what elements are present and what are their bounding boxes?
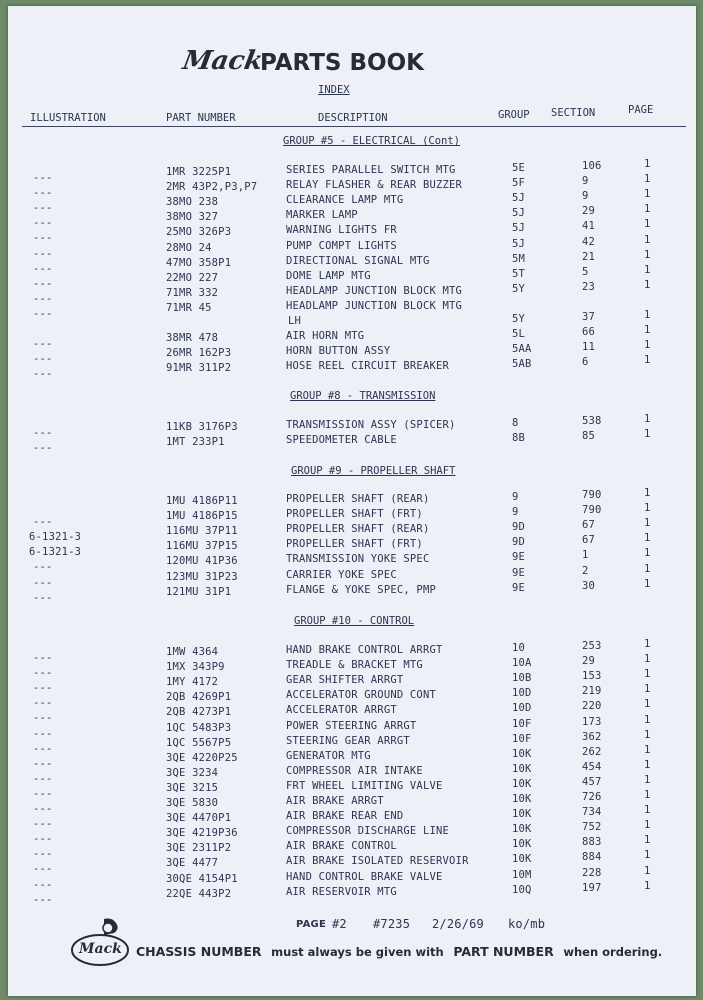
- part-number-cell: 3QE 5830: [166, 797, 219, 809]
- description-cell: AIR BRAKE REAR END: [286, 810, 404, 823]
- illustration-cell: ---: [33, 516, 53, 529]
- section-cell: 11: [582, 341, 596, 354]
- section-cell: 884: [582, 851, 602, 864]
- group-cell: 10: [512, 642, 526, 654]
- group-heading: GROUP #5 - ELECTRICAL (Cont): [283, 135, 461, 147]
- group-cell: 9E: [512, 581, 526, 594]
- illustration-cell: ---: [33, 576, 53, 589]
- part-number-cell: 38MR 478: [166, 332, 219, 345]
- section-cell: 220: [582, 700, 602, 713]
- part-number-cell: 1MT 233P1: [166, 436, 225, 449]
- part-number-cell: 120MU 41P36: [166, 555, 238, 568]
- page-cell: 1: [644, 834, 651, 847]
- page-cell: 1: [644, 263, 651, 276]
- group-cell: 10K: [512, 762, 532, 775]
- page-cell: 1: [644, 804, 651, 817]
- page-cell: 1: [644, 413, 651, 425]
- section-cell: 29: [582, 655, 596, 668]
- page-cell: 1: [644, 158, 651, 170]
- group-cell: 5F: [512, 177, 526, 190]
- section-cell: 362: [582, 730, 602, 743]
- section-cell: 6: [582, 356, 589, 369]
- description-cell: COMPRESSOR AIR INTAKE: [286, 764, 423, 777]
- part-number-cell: 47MO 358P1: [166, 256, 232, 269]
- page-cell: 1: [644, 864, 651, 877]
- group-cell: 9D: [512, 536, 526, 549]
- part-number-cell: 71MR 45: [166, 301, 212, 314]
- section-cell: 67: [582, 519, 596, 532]
- description-cell: HEADLAMP JUNCTION BLOCK MTG: [286, 284, 463, 297]
- section-cell: 42: [582, 235, 596, 248]
- section-cell: 538: [582, 415, 602, 427]
- description-cell: MARKER LAMP: [286, 209, 358, 222]
- column-header-section: SECTION: [551, 107, 596, 119]
- part-number-cell: 1QC 5567P5: [166, 736, 232, 749]
- section-cell: 734: [582, 806, 602, 819]
- chassis-notice-part-4: when ordering.: [563, 945, 663, 959]
- page-cell: 1: [644, 562, 651, 575]
- description-cell: SPEEDOMETER CABLE: [286, 434, 397, 447]
- illustration-cell: ---: [33, 262, 53, 275]
- section-cell: 173: [582, 715, 602, 728]
- part-number-cell: 25MO 326P3: [166, 226, 232, 239]
- section-cell: 228: [582, 866, 602, 879]
- group-cell: 5E: [512, 162, 526, 174]
- description-cell: STEERING GEAR ARRGT: [286, 734, 410, 747]
- description-cell: HORN BUTTON ASSY: [286, 345, 391, 358]
- part-number-cell: 3QE 4477: [166, 857, 219, 870]
- section-cell: 67: [582, 534, 596, 547]
- group-cell: 8B: [512, 432, 526, 445]
- page-cell: 1: [644, 773, 651, 786]
- description-cell: HOSE REEL CIRCUIT BREAKER: [286, 360, 450, 373]
- page-cell: 1: [644, 309, 651, 321]
- group-cell: 10K: [512, 853, 532, 866]
- page-cell: 1: [644, 278, 651, 291]
- section-cell: 726: [582, 791, 602, 803]
- part-number-cell: 91MR 311P2: [166, 362, 232, 375]
- description-cell: POWER STEERING ARRGT: [286, 719, 417, 732]
- chassis-notice: [136, 941, 662, 960]
- footer-initials: ko/mb: [508, 917, 546, 931]
- group-cell: 5M: [512, 252, 526, 265]
- footer-page-label: PAGE: [296, 919, 326, 930]
- group-cell: 10A: [512, 657, 532, 670]
- illustration-cell: ---: [33, 442, 53, 455]
- part-number-cell: 116MU 37P11: [166, 525, 238, 538]
- group-cell: 10K: [512, 777, 532, 790]
- group-cell: 10Q: [512, 883, 532, 896]
- page-cell: 1: [644, 428, 651, 441]
- description-cell: HAND BRAKE CONTROL ARRGT: [286, 644, 443, 656]
- illustration-cell: ---: [33, 277, 53, 290]
- page-cell: 1: [644, 233, 651, 246]
- illustration-cell: ---: [33, 652, 53, 664]
- part-number-cell: 22QE 443P2: [166, 887, 232, 900]
- group-cell: 10K: [512, 823, 532, 836]
- column-header-illustration: ILLUSTRATION: [30, 112, 106, 124]
- section-cell: 262: [582, 745, 602, 758]
- section-cell: 21: [582, 250, 596, 263]
- group-heading: GROUP #9 - PROPELLER SHAFT: [291, 465, 456, 477]
- illustration-cell: ---: [33, 878, 53, 891]
- group-cell: 10D: [512, 702, 532, 715]
- header-divider: [22, 126, 686, 127]
- page-title: PARTS BOOK: [260, 50, 424, 76]
- page-cell: 1: [644, 324, 651, 337]
- part-number-cell: 1MW 4364: [166, 646, 219, 658]
- page-cell: 1: [644, 758, 651, 771]
- page-cell: 1: [644, 638, 651, 650]
- page-cell: 1: [644, 248, 651, 261]
- description-cell: HAND CONTROL BRAKE VALVE: [286, 870, 443, 883]
- part-number-cell: 30QE 4154P1: [166, 872, 238, 885]
- group-cell: 5Y: [512, 313, 526, 325]
- column-header-part-number: PART NUMBER: [166, 112, 236, 124]
- page-cell: 1: [644, 683, 651, 696]
- illustration-cell: 6-1321-3: [29, 531, 82, 544]
- description-cell: CLEARANCE LAMP MTG: [286, 194, 404, 207]
- illustration-cell: ---: [33, 667, 53, 680]
- part-number-cell: 123MU 31P23: [166, 570, 238, 583]
- illustration-cell: ---: [33, 848, 53, 861]
- illustration-cell: ---: [33, 803, 53, 815]
- group-cell: 10B: [512, 672, 532, 685]
- description-cell: AIR BRAKE ISOLATED RESERVOIR: [286, 855, 469, 868]
- part-number-cell: 3QE 4219P36: [166, 827, 238, 840]
- part-number-cell: 1MR 3225P1: [166, 166, 232, 178]
- section-cell: 790: [582, 489, 602, 501]
- part-number-cell: 3QE 4470P1: [166, 812, 232, 825]
- group-cell: 10K: [512, 747, 532, 760]
- illustration-cell: ---: [33, 172, 53, 184]
- illustration-cell: ---: [33, 772, 53, 785]
- page-cell: 1: [644, 743, 651, 756]
- page-cell: 1: [644, 354, 651, 367]
- footer-doc-number: #7235: [373, 917, 411, 931]
- section-cell: 41: [582, 220, 596, 233]
- part-number-cell: 11KB 3176P3: [166, 421, 238, 433]
- column-header-group: GROUP: [498, 109, 530, 121]
- section-cell: 30: [582, 579, 596, 592]
- section-cell: 29: [582, 205, 596, 218]
- part-number-cell: 1MX 343P9: [166, 661, 225, 674]
- description-cell: AIR RESERVOIR MTG: [286, 885, 397, 898]
- description-cell: FLANGE & YOKE SPEC, PMP: [286, 583, 436, 596]
- part-number-cell: 3QE 4220P25: [166, 751, 238, 764]
- illustration-cell: ---: [33, 368, 53, 381]
- description-cell: TRANSMISSION ASSY (SPICER): [286, 419, 456, 431]
- page-cell: 1: [644, 849, 651, 862]
- description-cell: AIR HORN MTG: [286, 330, 365, 343]
- part-number-cell: 1MU 4186P11: [166, 495, 238, 507]
- page-cell: 1: [644, 728, 651, 741]
- page-cell: 1: [644, 879, 651, 892]
- part-number-cell: 38MO 238: [166, 196, 219, 209]
- group-cell: 5Y: [512, 282, 526, 295]
- illustration-cell: ---: [33, 863, 53, 876]
- group-cell: 8: [512, 417, 519, 429]
- description-cell: RELAY FLASHER & REAR BUZZER: [286, 179, 463, 192]
- page-cell: 1: [644, 789, 651, 801]
- section-cell: 2: [582, 564, 589, 577]
- group-cell: 10F: [512, 732, 532, 745]
- column-header-page: PAGE: [628, 104, 654, 116]
- description-cell: TRANSMISSION YOKE SPEC: [286, 553, 430, 566]
- description-cell: ACCELERATOR GROUND CONT: [286, 689, 436, 702]
- part-number-cell: 3QE 2311P2: [166, 842, 232, 855]
- page-cell: 1: [644, 698, 651, 711]
- part-number-cell: 71MR 332: [166, 286, 219, 299]
- part-number-cell: 22MO 227: [166, 271, 219, 284]
- page-cell: 1: [644, 339, 651, 352]
- section-cell: 883: [582, 836, 602, 849]
- part-number-cell: 26MR 162P3: [166, 347, 232, 360]
- illustration-cell: ---: [33, 307, 53, 320]
- chassis-notice-part-2: must always be given with: [271, 945, 444, 959]
- description-cell: PROPELLER SHAFT (REAR): [286, 493, 430, 505]
- group-cell: 9D: [512, 521, 526, 534]
- section-cell: 219: [582, 685, 602, 698]
- illustration-cell: ---: [33, 217, 53, 230]
- section-cell: 790: [582, 504, 602, 517]
- description-cell: DIRECTIONAL SIGNAL MTG: [286, 254, 430, 267]
- description-cell: SERIES PARALLEL SWITCH MTG: [286, 164, 456, 176]
- page-cell: 1: [644, 653, 651, 666]
- part-number-cell: 2QB 4273P1: [166, 706, 232, 719]
- illustration-cell: ---: [33, 561, 53, 574]
- illustration-cell: ---: [33, 247, 53, 260]
- description-cell: PROPELLER SHAFT (FRT): [286, 508, 423, 521]
- section-cell: 37: [582, 311, 596, 323]
- page-cell: 1: [644, 668, 651, 681]
- section-cell: 457: [582, 775, 602, 788]
- section-cell: 1: [582, 549, 589, 562]
- page-cell: 1: [644, 502, 651, 515]
- illustration-cell: ---: [33, 232, 53, 245]
- illustration-cell: ---: [33, 187, 53, 200]
- group-cell: 10F: [512, 717, 532, 730]
- page-cell: 1: [644, 218, 651, 231]
- description-cell: GENERATOR MTG: [286, 749, 371, 762]
- page-cell: 1: [644, 819, 651, 832]
- description-cell: TREADLE & BRACKET MTG: [286, 659, 423, 672]
- group-cell: 5J: [512, 237, 526, 250]
- description-cell: GEAR SHIFTER ARRGT: [286, 674, 404, 687]
- description-cell: ACCELERATOR ARRGT: [286, 704, 397, 717]
- footer-date: 2/26/69: [432, 917, 484, 931]
- page-cell: 1: [644, 517, 651, 530]
- chassis-notice-part-3: PART NUMBER: [453, 944, 554, 959]
- description-cell: PUMP COMPT LIGHTS: [286, 239, 397, 252]
- footer-page-value: #2: [332, 917, 347, 931]
- illustration-cell: ---: [33, 591, 53, 604]
- illustration-cell: ---: [33, 742, 53, 755]
- page-cell: 1: [644, 487, 651, 499]
- description-cell: PROPELLER SHAFT (FRT): [286, 538, 423, 551]
- illustration-cell: ---: [33, 202, 53, 215]
- group-cell: 10K: [512, 808, 532, 821]
- description-cell: HEADLAMP JUNCTION BLOCK MTG: [286, 299, 463, 312]
- group-cell: 5AA: [512, 343, 532, 356]
- part-number-cell: 3QE 3234: [166, 766, 219, 779]
- part-number-cell: 116MU 37P15: [166, 540, 238, 553]
- part-number-cell: 1MU 4186P15: [166, 510, 238, 523]
- section-cell: 9: [582, 175, 589, 188]
- column-header-description: DESCRIPTION: [318, 112, 388, 124]
- group-cell: 5T: [512, 267, 526, 280]
- illustration-cell: ---: [33, 292, 53, 305]
- description-cell: PROPELLER SHAFT (REAR): [286, 523, 430, 536]
- illustration-cell: ---: [33, 353, 53, 366]
- section-cell: 454: [582, 760, 602, 773]
- illustration-cell: ---: [33, 727, 53, 740]
- group-cell: 5J: [512, 222, 526, 235]
- description-cell: LH: [288, 315, 302, 327]
- page-cell: 1: [644, 173, 651, 186]
- page-cell: 1: [644, 577, 651, 590]
- illustration-cell: ---: [33, 893, 53, 906]
- index-subtitle: INDEX: [318, 84, 350, 96]
- group-cell: 5J: [512, 207, 526, 220]
- page-cell: 1: [644, 713, 651, 726]
- mack-emblem-text: Mack: [79, 941, 122, 957]
- section-cell: 66: [582, 326, 596, 339]
- chassis-notice-part-1: CHASSIS NUMBER: [136, 944, 262, 959]
- section-cell: 106: [582, 160, 602, 172]
- group-heading: GROUP #8 - TRANSMISSION: [290, 390, 436, 402]
- illustration-cell: ---: [33, 427, 53, 439]
- group-cell: 10K: [512, 838, 532, 851]
- description-cell: COMPRESSOR DISCHARGE LINE: [286, 825, 450, 838]
- section-cell: 153: [582, 670, 602, 683]
- group-cell: 10K: [512, 793, 532, 805]
- part-number-cell: 2MR 43P2,P3,P7: [166, 181, 258, 194]
- illustration-cell: ---: [33, 787, 53, 800]
- description-cell: CARRIER YOKE SPEC: [286, 568, 397, 581]
- page-cell: 1: [644, 547, 651, 560]
- group-cell: 5AB: [512, 358, 532, 371]
- group-cell: 9E: [512, 566, 526, 579]
- part-number-cell: 3QE 3215: [166, 781, 219, 794]
- group-cell: 5L: [512, 328, 526, 341]
- page-cell: 1: [644, 532, 651, 545]
- illustration-cell: ---: [33, 757, 53, 770]
- illustration-cell: ---: [33, 682, 53, 695]
- section-cell: 752: [582, 821, 602, 834]
- illustration-cell: ---: [33, 338, 53, 351]
- part-number-cell: 28MO 24: [166, 241, 212, 254]
- part-number-cell: 38MO 327: [166, 211, 219, 224]
- description-cell: AIR BRAKE CONTROL: [286, 840, 397, 853]
- description-cell: DOME LAMP MTG: [286, 269, 371, 282]
- group-cell: 9: [512, 506, 519, 519]
- group-cell: 10M: [512, 868, 532, 881]
- illustration-cell: ---: [33, 697, 53, 710]
- page-cell: 1: [644, 203, 651, 216]
- section-cell: 5: [582, 265, 589, 278]
- illustration-cell: ---: [33, 712, 53, 725]
- description-cell: WARNING LIGHTS FR: [286, 224, 397, 237]
- part-number-cell: 121MU 31P1: [166, 585, 232, 598]
- page-cell: 1: [644, 188, 651, 201]
- mack-logo: Mack: [180, 46, 266, 76]
- description-cell: FRT WHEEL LIMITING VALVE: [286, 779, 443, 792]
- section-cell: 253: [582, 640, 602, 652]
- illustration-cell: 6-1321-3: [29, 546, 82, 559]
- section-cell: 85: [582, 430, 596, 443]
- group-cell: 9: [512, 491, 519, 503]
- section-cell: 197: [582, 881, 602, 894]
- group-cell: 5J: [512, 192, 526, 205]
- illustration-cell: ---: [33, 833, 53, 846]
- part-number-cell: 1QC 5483P3: [166, 721, 232, 734]
- group-heading: GROUP #10 - CONTROL: [294, 615, 415, 627]
- illustration-cell: ---: [33, 818, 53, 831]
- description-cell: AIR BRAKE ARRGT: [286, 795, 384, 807]
- part-number-cell: 1MY 4172: [166, 676, 219, 689]
- group-cell: 10D: [512, 687, 532, 700]
- part-number-cell: 2QB 4269P1: [166, 691, 232, 704]
- section-cell: 9: [582, 190, 589, 203]
- section-cell: 23: [582, 280, 596, 293]
- group-cell: 9E: [512, 551, 526, 564]
